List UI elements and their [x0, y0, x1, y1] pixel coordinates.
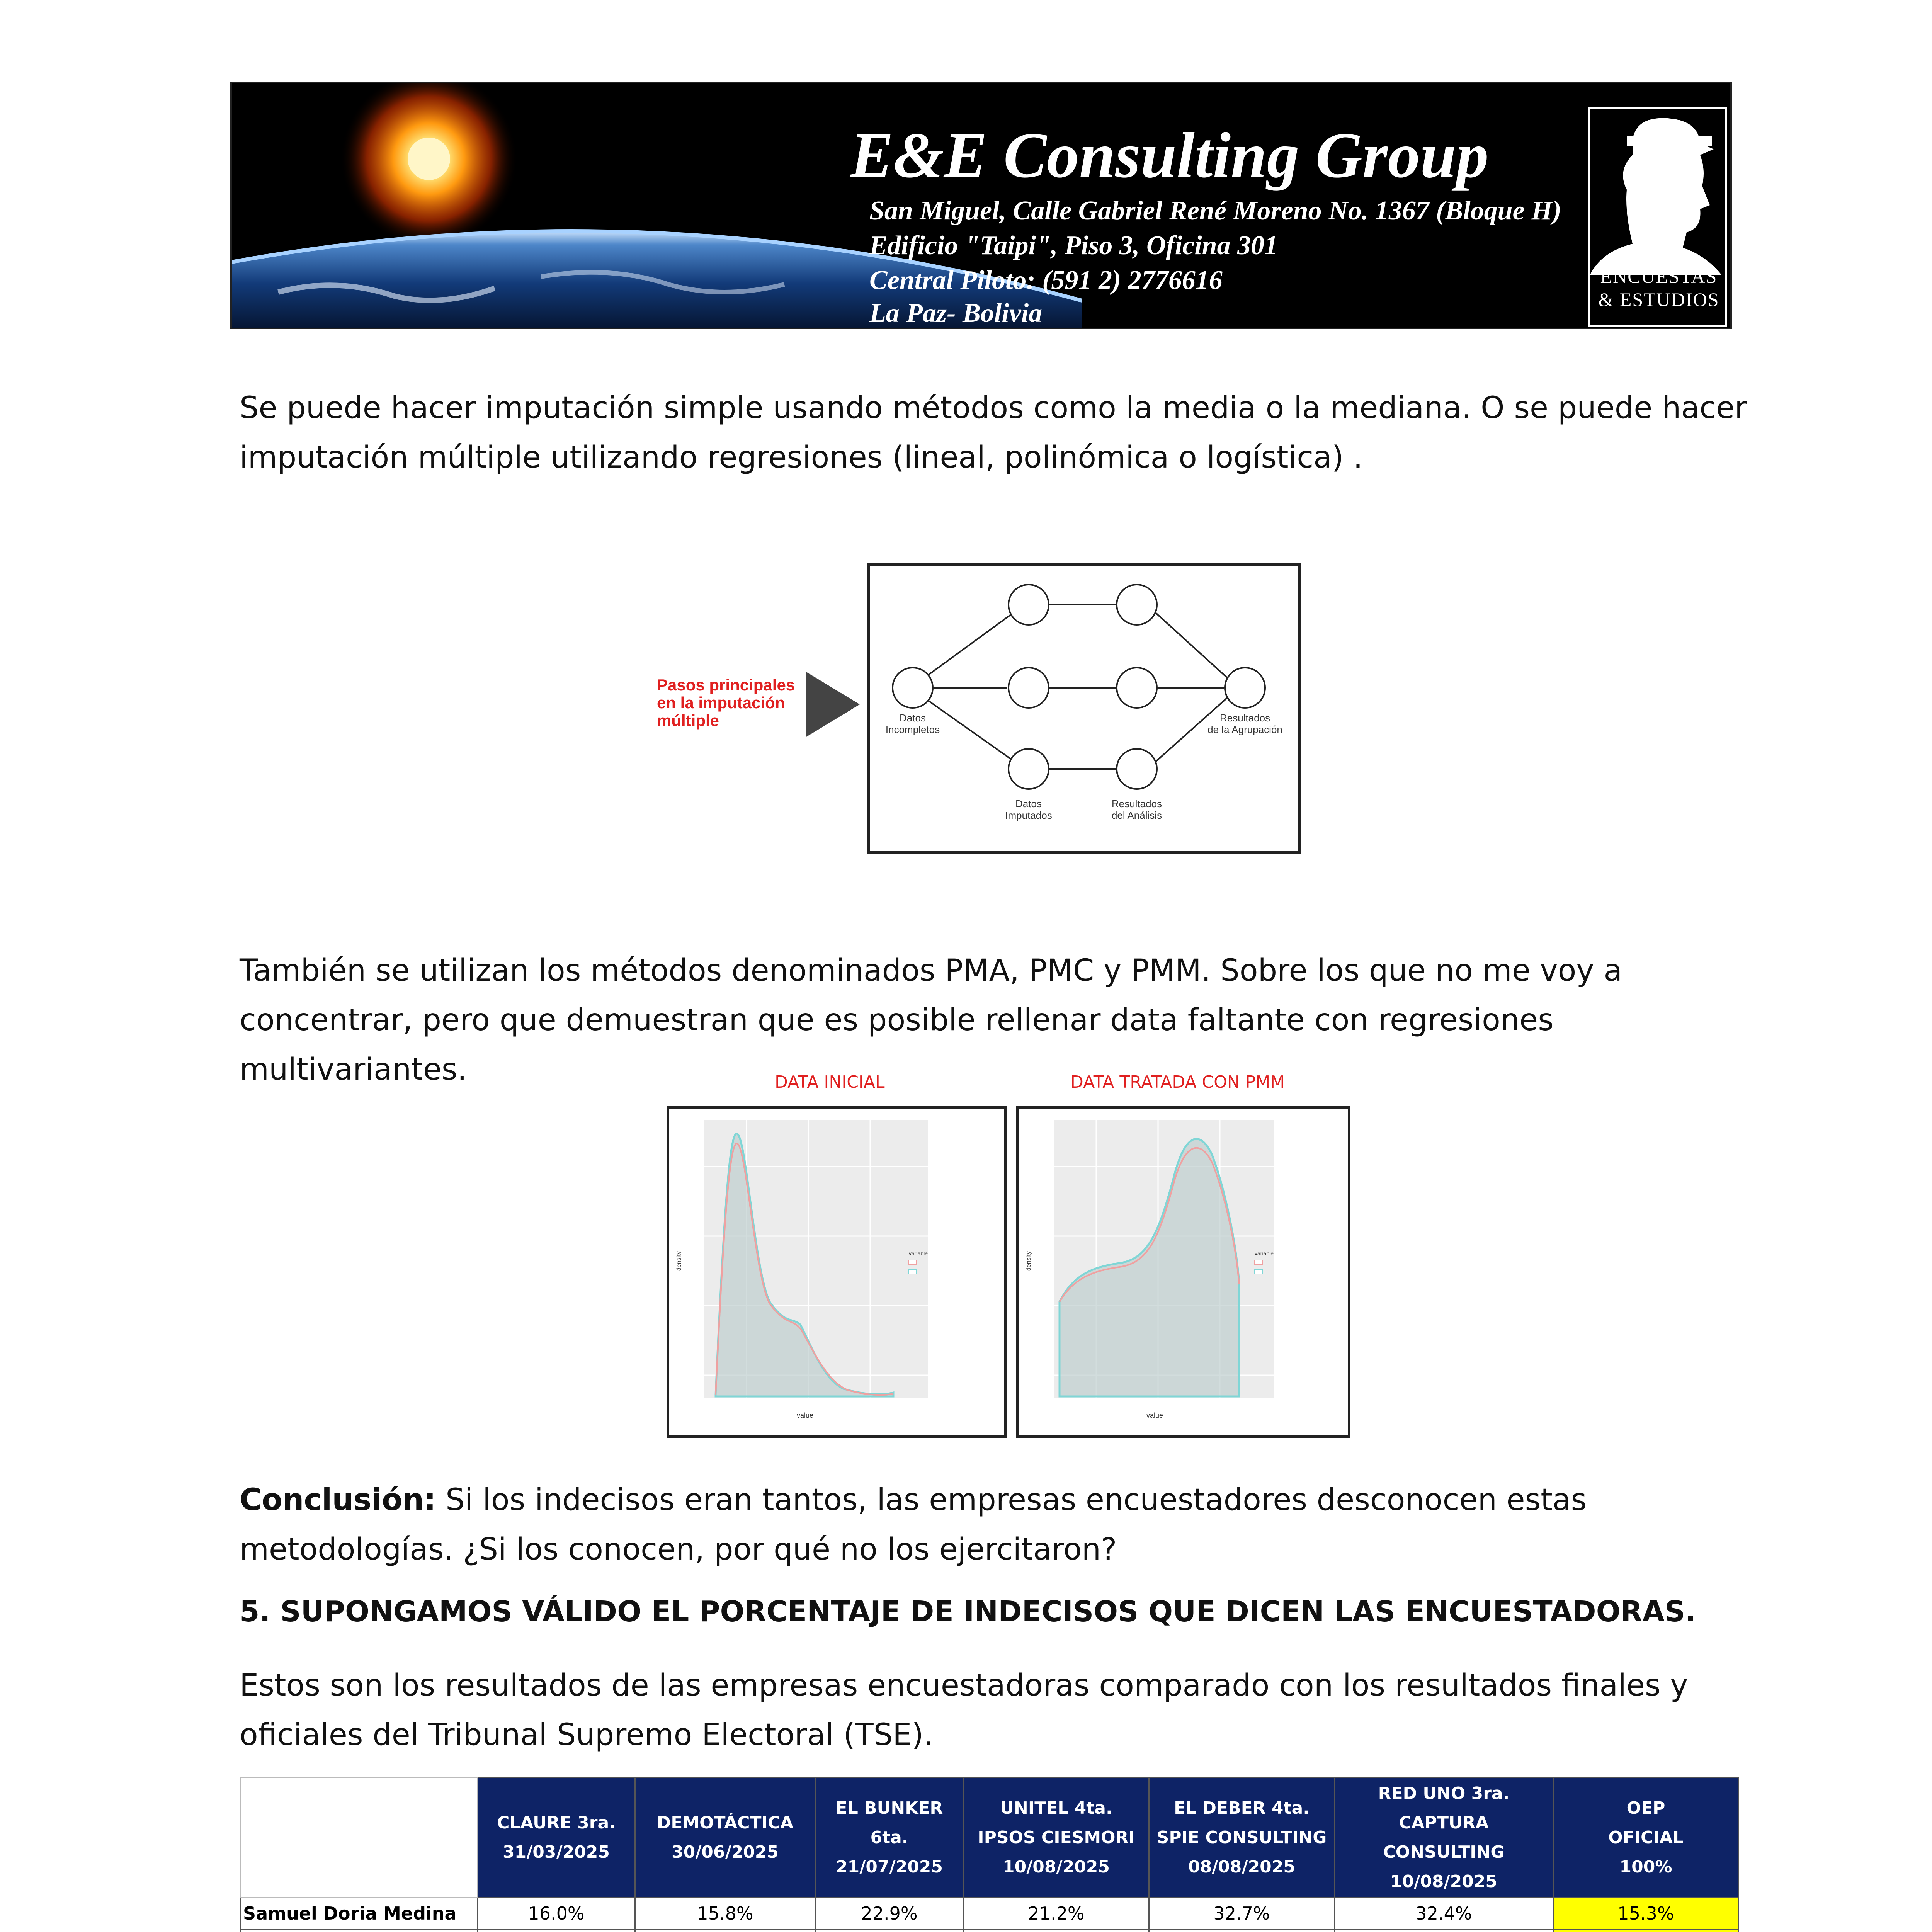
col-header-bunker — [815, 1777, 964, 1898]
header-line: CONSULTING — [1383, 1842, 1505, 1862]
header-line: 10/08/2025 — [1002, 1857, 1110, 1877]
conclusion-paragraph — [240, 1475, 1766, 1574]
density-right-title: DATA TRATADA CON PMM — [1070, 1072, 1285, 1092]
imputation-flow-svg — [870, 566, 1298, 851]
node-analysis-2 — [1117, 668, 1157, 708]
col-header-demotactica — [635, 1777, 815, 1898]
header-line: OEP — [1626, 1798, 1665, 1818]
density-left-title: DATA INICIAL — [775, 1072, 885, 1092]
header-line: CLAURE 3ra. — [497, 1813, 616, 1833]
header-line: 08/08/2025 — [1188, 1857, 1296, 1877]
profile-silhouette-icon — [1590, 112, 1721, 275]
side-label-line: en la imputación — [657, 694, 785, 712]
header-blank-cell — [240, 1777, 478, 1898]
table-row — [240, 1898, 1739, 1929]
label-line: del Análisis — [1111, 810, 1162, 821]
node-analysis-1 — [1117, 585, 1157, 625]
col-header-unitel — [964, 1777, 1149, 1898]
header-banner — [230, 82, 1732, 329]
table-body — [240, 1898, 1739, 1932]
node-imputed-2 — [1009, 668, 1049, 708]
address-line-2: Edificio "Taipi", Piso 3, Oficina 301 — [869, 231, 1278, 260]
poll-cell: 21.2% — [964, 1898, 1149, 1929]
header-line: 21/07/2025 — [835, 1857, 943, 1877]
poll-cell: 15.8% — [635, 1898, 815, 1929]
company-name: E&E Consulting Group — [850, 119, 1489, 191]
label-line: Imputados — [1005, 810, 1052, 821]
label-line: de la Agrupación — [1208, 724, 1282, 735]
label-line: Datos — [1015, 798, 1042, 810]
section-paragraph: Estos son los resultados de las empresas encuestadoras comparado con los resultados finales y oficiales del Tribunal Supremo Electoral (TSE). — [240, 1668, 1688, 1752]
col-header-eldeber — [1149, 1777, 1335, 1898]
imputation-diagram — [867, 563, 1301, 854]
poll-cell: 32.4% — [1335, 1898, 1553, 1929]
header-line: OFICIAL — [1608, 1827, 1684, 1847]
header-line: DEMOTÁCTICA — [656, 1813, 794, 1833]
svg-text:density: density — [676, 1251, 682, 1271]
header-line: IPSOS CIESMORI — [978, 1827, 1135, 1847]
col-header-claure — [478, 1777, 635, 1898]
label-analysis — [1094, 798, 1179, 821]
density-chart-pmm — [1016, 1106, 1350, 1438]
side-label-line: Pasos principales — [657, 676, 795, 694]
density-plot-initial — [669, 1109, 1004, 1435]
results-table — [240, 1777, 1739, 1932]
label-line: Resultados — [1111, 798, 1162, 810]
header-line: EL BUNKER — [835, 1798, 943, 1818]
oep-cell: 15.3% — [1553, 1898, 1739, 1929]
conclusion-label: Conclusión: — [240, 1483, 436, 1517]
label-line: Incompletos — [885, 724, 940, 735]
col-header-oep — [1553, 1777, 1739, 1898]
header-line: EL DEBER 4ta. — [1174, 1798, 1310, 1818]
logo-text-line-2: & ESTUDIOS — [1598, 289, 1719, 310]
side-label-line: múltiple — [657, 711, 719, 730]
poll-cell — [635, 1929, 815, 1932]
methods-paragraph: También se utilizan los métodos denominados PMA, PMC y PMM. Sobre los que no me voy a concentrar, pero que demuestran que es posible rellenar data faltante con regresiones multivariantes. — [240, 953, 1622, 1087]
density-plot-pmm — [1019, 1109, 1348, 1435]
svg-text:variable: variable — [1255, 1250, 1274, 1257]
poll-cell: 16.0% — [478, 1898, 635, 1929]
node-analysis-3 — [1117, 749, 1157, 789]
table-row — [240, 1929, 1739, 1932]
svg-text:density: density — [1026, 1251, 1032, 1271]
diagram-side-label — [657, 676, 795, 730]
header-line: 30/06/2025 — [671, 1842, 779, 1862]
section-heading: 5. SUPONGAMOS VÁLIDO EL PORCENTAJE DE INDECISOS QUE DICEN LAS ENCUESTADORAS. — [240, 1595, 1696, 1628]
node-imputed-3 — [1009, 749, 1049, 789]
poll-cell — [478, 1929, 635, 1932]
header-line: 10/08/2025 — [1390, 1871, 1498, 1891]
node-incomplete — [893, 668, 933, 708]
header-line: CAPTURA — [1399, 1813, 1489, 1833]
intro-paragraph: Se puede hacer imputación simple usando métodos como la media o la mediana. O se puede hacer imputación múltiple utilizando regresiones (lineal, polinómica o logística) . — [240, 391, 1747, 475]
header-line: RED UNO 3ra. — [1378, 1783, 1510, 1803]
arrow-right-icon — [806, 672, 860, 737]
oep-cell — [1553, 1929, 1739, 1932]
logo-text-line-1: ENCUESTAS — [1600, 265, 1718, 287]
col-header-reduno — [1335, 1777, 1553, 1898]
header-line: UNITEL 4ta. — [1000, 1798, 1112, 1818]
label-line: Datos — [900, 712, 926, 724]
header-line: SPIE CONSULTING — [1156, 1827, 1327, 1847]
header-line: 31/03/2025 — [502, 1842, 610, 1862]
header-line: 100% — [1619, 1857, 1672, 1877]
conclusion-text: Si los indecisos eran tantos, las empresas encuestadores desconocen estas metodologías. ¿Si los conocen, por qué no los ejercitaron? — [240, 1483, 1587, 1567]
node-imputed-1 — [1009, 585, 1049, 625]
poll-cell — [1335, 1929, 1553, 1932]
row-name: Samuel Doria Medina — [240, 1898, 478, 1929]
poll-cell — [815, 1929, 964, 1932]
svg-text:value: value — [797, 1412, 814, 1419]
address-line-1: San Miguel, Calle Gabriel René Moreno No. 1367 (Bloque H) — [869, 196, 1561, 226]
poll-cell — [964, 1929, 1149, 1932]
row-name — [240, 1929, 478, 1932]
address-line-3: Central Piloto: (591 2) 2776616 — [869, 265, 1223, 295]
address-line-4: La Paz- Bolivia — [869, 298, 1043, 328]
node-pooling — [1225, 668, 1265, 708]
label-incomplete — [874, 712, 951, 735]
poll-cell: 22.9% — [815, 1898, 964, 1929]
label-imputed — [990, 798, 1067, 821]
density-chart-initial — [667, 1106, 1007, 1438]
label-pooling — [1195, 712, 1295, 735]
svg-text:variable: variable — [909, 1250, 928, 1257]
poll-cell — [1149, 1929, 1335, 1932]
label-line: Resultados — [1219, 712, 1270, 724]
table-header-row — [240, 1777, 1739, 1898]
svg-text:value: value — [1146, 1412, 1163, 1419]
header-line: 6ta. — [870, 1827, 908, 1847]
poll-cell: 32.7% — [1149, 1898, 1335, 1929]
